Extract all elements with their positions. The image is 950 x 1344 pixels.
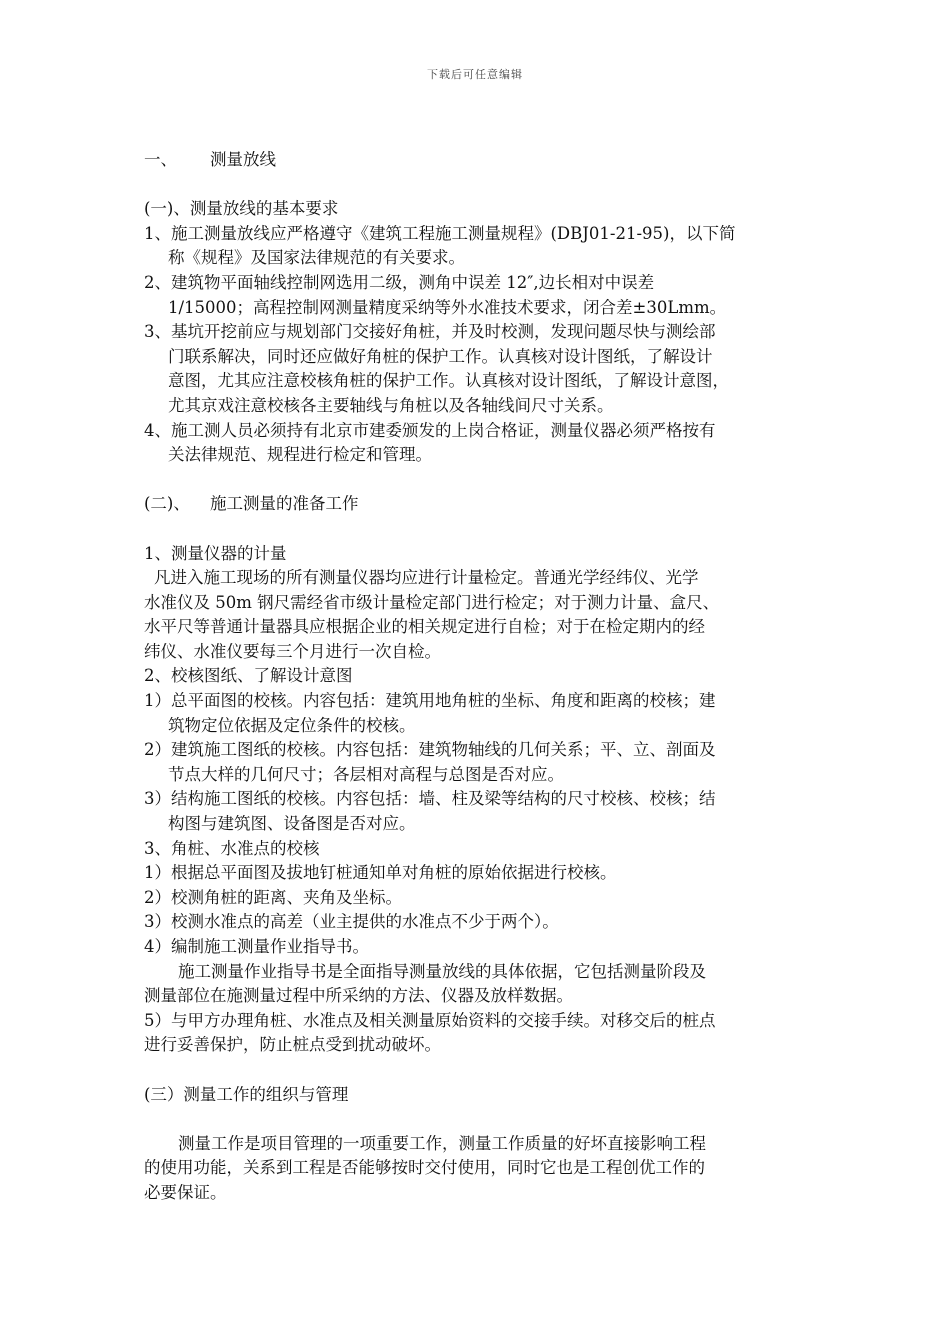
- paragraph-line: 称《规程》及国家法律规范的有关要求。: [168, 248, 465, 268]
- section-number: 一、: [144, 150, 177, 169]
- paragraph-line: 施工测量作业指导书是全面指导测量放线的具体依据，它包括测量阶段及: [178, 961, 706, 981]
- paragraph-line: 4、施工测人员必须持有北京市建委颁发的上岗合格证，测量仪器必须严格按有: [144, 420, 716, 440]
- paragraph-line: 凡进入施工现场的所有测量仪器均应进行计量检定。普通光学经纬仪、光学: [154, 568, 699, 588]
- paragraph-line: 门联系解决，同时还应做好角桩的保护工作。认真核对设计图纸，了解设计: [168, 346, 713, 366]
- paragraph-line: 水准仪及 50m 钢尺需经省市级计量检定部门进行检定；对于测力计量、盒尺、: [144, 592, 720, 612]
- section-title: 测量放线: [210, 150, 276, 169]
- paragraph-line: 关法律规范、规程进行检定和管理。: [168, 445, 432, 465]
- item-heading: 3、角桩、水准点的校核: [144, 838, 320, 858]
- paragraph-line: 3、基坑开挖前应与规划部门交接好角桩，并及时校测，发现问题尽快与测绘部: [144, 322, 716, 342]
- paragraph-line: 水平尺等普通计量器具应根据企业的相关规定进行自检；对于在检定期内的经: [144, 617, 705, 637]
- subsection-number: (二)、: [144, 494, 190, 514]
- item-heading: 1、测量仪器的计量: [144, 543, 287, 563]
- spacer: [144, 173, 820, 198]
- paragraph-line: 2、建筑物平面轴线控制网选用二级，测角中误差 12″,边长相对中误差: [144, 272, 655, 292]
- paragraph: [144, 566, 820, 664]
- paragraph-line: 1/15000；高程控制网测量精度采纳等外水准技术要求，闭合差±30Lmm。: [168, 297, 727, 317]
- requirement-item: [144, 419, 820, 468]
- list-item: 2）校测角桩的距离、夹角及坐标。: [144, 887, 402, 907]
- subsection-heading: (三）测量工作的组织与管理: [144, 1084, 349, 1104]
- requirement-item: [144, 320, 820, 418]
- paragraph-line: 纬仪、水准仪要每三个月进行一次自检。: [144, 641, 441, 661]
- paragraph-line: 测量工作是项目管理的一项重要工作，测量工作质量的好坏直接影响工程: [178, 1133, 706, 1153]
- paragraph: [144, 960, 820, 1009]
- requirement-item: [144, 222, 820, 271]
- paragraph-line: 5）与甲方办理角桩、水准点及相关测量原始资料的交接手续。对移交后的桩点: [144, 1010, 716, 1030]
- paragraph-line: 尤其京戏注意校核各主要轴线与角桩以及各轴线间尺寸关系。: [168, 395, 614, 415]
- document-body: [144, 148, 820, 1206]
- paragraph-line: 节点大样的几何尺寸；各层相对高程与总图是否对应。: [168, 764, 564, 784]
- list-item: 4）编制施工测量作业指导书。: [144, 937, 369, 956]
- spacer: [144, 1058, 820, 1083]
- subsection-title: 施工测量的准备工作: [210, 494, 359, 514]
- paragraph-line: 1、施工测量放线应严格遵守《建筑工程施工测量规程》(DBJ01-21-95)，以下简: [144, 223, 736, 243]
- section-heading: [144, 148, 820, 173]
- paragraph-line: 测量部位在施测量过程中所采纳的方法、仪器及放样数据。: [144, 986, 573, 1006]
- spacer: [144, 1107, 820, 1132]
- list-item: [144, 738, 820, 787]
- paragraph-line: 筑物定位依据及定位条件的校核。: [168, 715, 416, 735]
- paragraph-line: 3）结构施工图纸的校核。内容包括：墙、柱及梁等结构的尺寸校核、校核；结: [144, 789, 716, 809]
- requirement-item: [144, 271, 820, 320]
- spacer: [144, 468, 820, 493]
- subsection-heading: [144, 492, 820, 517]
- paragraph-line: 意图，尤其应注意校核角桩的保护工作。认真核对设计图纸，了解设计意图，: [168, 371, 729, 391]
- paragraph-line: 的使用功能，关系到工程是否能够按时交付使用，同时它也是工程创优工作的: [144, 1158, 705, 1178]
- list-item: [144, 1009, 820, 1058]
- paragraph: [144, 1132, 820, 1206]
- paragraph-line: 构图与建筑图、设备图是否对应。: [168, 814, 416, 834]
- paragraph-line: 必要保证。: [144, 1182, 227, 1202]
- list-item: 1）根据总平面图及拔地钉桩通知单对角桩的原始依据进行校核。: [144, 863, 617, 883]
- item-heading: 2、校核图纸、了解设计意图: [144, 666, 353, 686]
- paragraph-line: 进行妥善保护，防止桩点受到扰动破坏。: [144, 1035, 441, 1055]
- page-header: 下载后可任意编辑: [427, 68, 523, 81]
- spacer: [144, 517, 820, 542]
- list-item: [144, 689, 820, 738]
- subsection-heading: (一)、测量放线的基本要求: [144, 199, 339, 219]
- list-item: [144, 787, 820, 836]
- list-item: 3）校测水准点的高差（业主提供的水准点不少于两个）。: [144, 912, 559, 932]
- paragraph-line: 2）建筑施工图纸的校核。内容包括：建筑物轴线的几何关系；平、立、剖面及: [144, 740, 716, 760]
- paragraph-line: 1）总平面图的校核。内容包括：建筑用地角桩的坐标、角度和距离的校核；建: [144, 691, 716, 711]
